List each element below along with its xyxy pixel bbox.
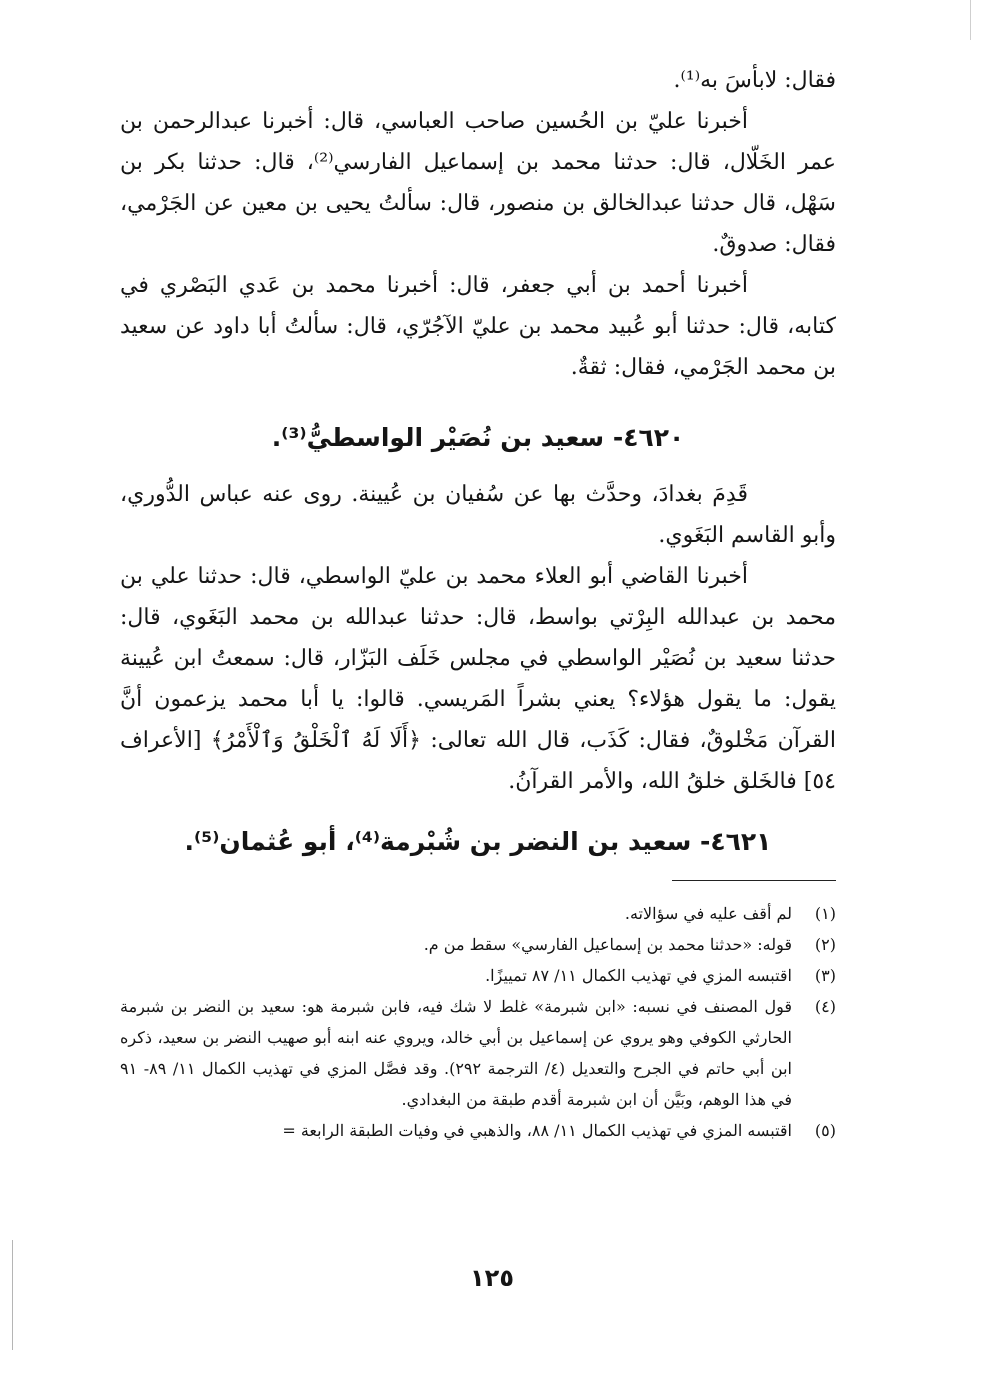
paragraph-5: أخبرنا القاضي أبو العلاء محمد بن عليّ الواسطي، قال: حدثنا علي بن محمد بن عبدالله البِرْتي بواسط، قال: حدثنا عبدالله بن محمد البَغَوي، قال: حدثنا سعيد بن نُصَيْر الواسطي في مجلس خَلَف البَزّار، قال: سمعتُ ابن عُيينة يقول: ما يقول هؤلاء؟ يعني بشراً المَريسي. قالوا: يا أبا محمد يزعمون أنَّ القرآن مَخْلوقٌ، فقال: كَذَب، قال الله تعالى: ﴿أَلَا لَهُ ٱلْخَلْقُ وَٱلْأَمْرُ﴾ [الأعراف ٥٤] فالخَلق خلقُ الله، والأمر القرآنُ. — [120, 564, 836, 794]
footnote-text: لم أقف عليه في سؤالاته. — [624, 904, 792, 923]
paragraph-2: أخبرنا عليّ بن الحُسين صاحب العباسي، قال: أخبرنا عبدالرحمن بن عمر الخَلّال، قال: حدثنا محمد بن إسماعيل الفارسي⁽²⁾، قال: حدثنا بكر بن سَهْل، قال حدثنا عبدالخالق بن منصور، قال: سألتُ يحيى بن معين عن الجَرْمي، فقال: صدوقٌ. — [120, 109, 836, 257]
entry-heading-4621: ٤٦٢١- سعيد بن النضر بن شُبْرمة⁽⁴⁾، أبو عُثمان⁽⁵⁾. — [184, 827, 772, 856]
main-text-upper — [120, 60, 836, 388]
footnote-number: (٣) — [814, 966, 836, 985]
paragraph-4: قَدِمَ بغدادَ، وحدَّث بها عن سُفيان بن عُيينة. روى عنه عباس الدُّوري، وأبو القاسم البَغَوي. — [120, 482, 836, 548]
paragraph-1: فقال: لابأسَ به⁽¹⁾. — [673, 68, 836, 93]
footnote-number: (١) — [814, 904, 836, 923]
footnote-number: (٥) — [814, 1121, 836, 1140]
footnote-text: قوله: «حدثنا محمد بن إسماعيل الفارسي» سقط من م. — [423, 935, 792, 954]
footnote-3 — [120, 960, 836, 991]
page-number: ١٢٥ — [470, 1264, 514, 1292]
footnote-separator — [672, 880, 836, 881]
footnote-1 — [120, 898, 836, 929]
footnotes — [120, 898, 836, 1146]
paragraph-3: أخبرنا أحمد بن أبي جعفر، قال: أخبرنا محمد بن عَدي البَصْري في كتابه، قال: حدثنا أبو عُبيد محمد بن عليّ الآجُرّي، قال: سألتُ أبا داود عن سعيد بن محمد الجَرْمي، فقال: ثقةٌ. — [120, 273, 836, 380]
footnote-text: اقتبسه المزي في تهذيب الكمال ١١/ ٨٨، والذهبي في وفيات الطبقة الرابعة = — [282, 1121, 792, 1140]
footnote-2 — [120, 929, 836, 960]
main-text-lower — [120, 474, 836, 802]
scan-edge-line — [970, 0, 971, 40]
footnote-4 — [120, 991, 836, 1115]
entry-heading-4620: ٤٦٢٠- سعيد بن نُصَيْر الواسطيُّ⁽³⁾. — [271, 423, 685, 452]
scan-margin-line — [12, 1240, 13, 1350]
footnote-text: قول المصنف في نسبه: «ابن شبرمة» غلط لا شك فيه، فابن شبرمة هو: سعيد بن النضر بن شبرمة الحارثي الكوفي وهو يروي عن إسماعيل بن أبي خالد، ويروي عنه ابنه أبو صهيب النضر بن سعيد، ذكره ابن أبي حاتم في الجرح والتعديل (٤/ الترجمة ٢٩٢). وقد فصَّل المزي في تهذيب الكمال ١١/ ٨٩- ٩١ في هذا الوهم، وبَيَّن أن ابن شبرمة أقدم طبقة من البغدادي. — [120, 997, 792, 1109]
footnote-number: (٢) — [814, 935, 836, 954]
footnote-text: اقتبسه المزي في تهذيب الكمال ١١/ ٨٧ تمييزًا. — [485, 966, 792, 985]
footnote-number: (٤) — [814, 997, 836, 1016]
footnote-5 — [120, 1115, 836, 1146]
